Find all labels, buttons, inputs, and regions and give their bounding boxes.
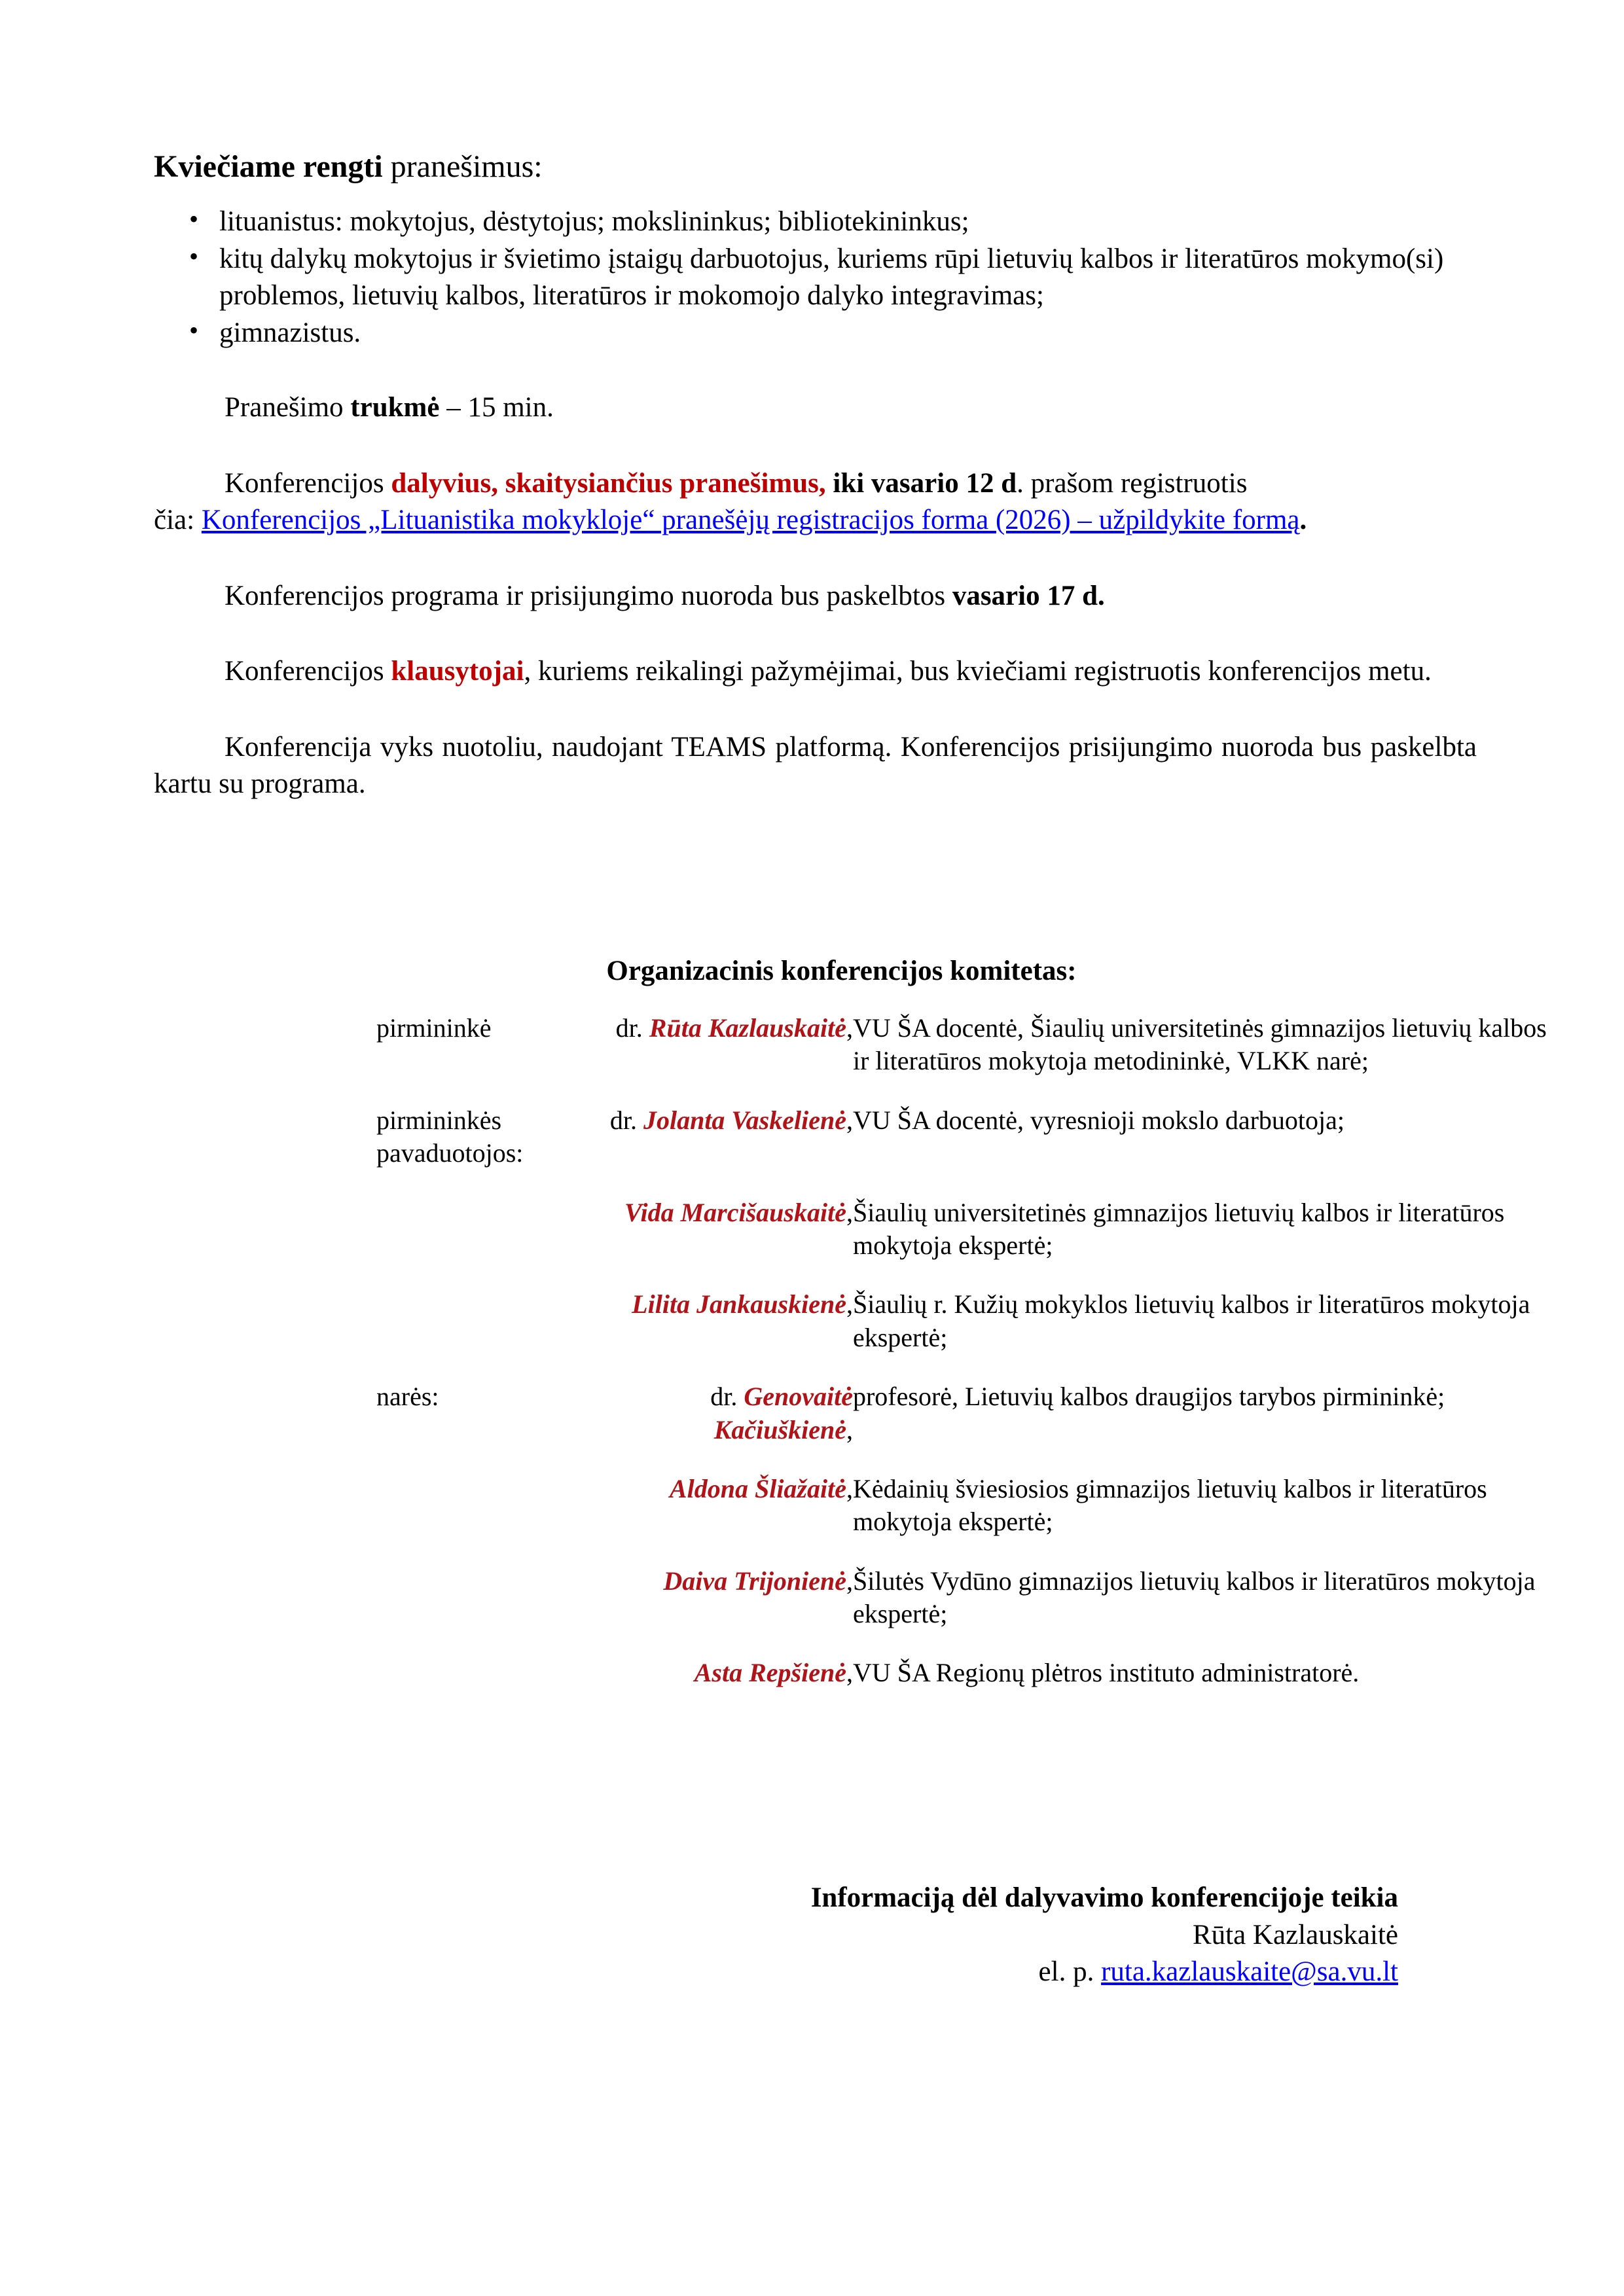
section-gap: [154, 802, 1477, 953]
committee-role: [376, 1288, 575, 1380]
committee-name-cell: [575, 1565, 853, 1657]
page-title-rest: pranešimus:: [382, 149, 543, 184]
spacer: [154, 353, 1477, 389]
spacer: [154, 426, 1477, 465]
committee-name-prefix: dr.: [609, 1105, 643, 1135]
committee-name-cell: [575, 1288, 853, 1380]
list-item-label: gimnazistus.: [219, 317, 361, 349]
committee-name-prefix: dr.: [710, 1382, 744, 1412]
contact-email-link[interactable]: ruta.kazlauskaite@sa.vu.lt: [1101, 1956, 1398, 1988]
committee-table: [376, 1012, 1568, 1716]
spacer: [154, 539, 1477, 578]
committee-name-comma: ,: [846, 1414, 853, 1444]
committee-name-cell: [575, 1104, 853, 1196]
committee-member-name: Genovaitė Kačiuškienė: [713, 1382, 853, 1444]
registration-link-suffix: .: [1299, 504, 1307, 535]
committee-name-comma: ,: [846, 1105, 853, 1135]
table-row: [376, 1012, 1568, 1104]
committee-name-cell: [575, 1012, 853, 1104]
footer-email-line: [154, 1954, 1398, 1991]
listeners-paragraph: [154, 653, 1477, 690]
footer-gap: [154, 1716, 1477, 1880]
registration-prefix: Konferencijos: [225, 467, 391, 499]
registration-deadline: iki vasario 12 d: [825, 467, 1017, 499]
audience-list: [154, 204, 1477, 351]
committee-description: profesorė, Lietuvių kalbos draugijos tarybos pirmininkė;: [852, 1382, 1445, 1412]
listeners-highlight: klausytojai: [391, 656, 524, 687]
registration-link-paragraph: [154, 502, 1477, 539]
committee-name-cell: [575, 1657, 853, 1715]
list-item: [219, 204, 1477, 240]
committee-role: pirmininkės pavaduotojos:: [376, 1105, 524, 1168]
committee-name-cell: [575, 1196, 853, 1289]
committee-name-cell: [575, 1380, 853, 1473]
committee-description: VU ŠA docentė, vyresnioji mokslo darbuotoja;: [852, 1105, 1344, 1135]
committee-title: Organizacinis konferencijos komitetas:: [606, 956, 1077, 987]
committee-description: Kėdainių šviesiosios gimnazijos lietuvių kalbos ir literatūros mokytoja ekspertė;: [852, 1473, 1487, 1537]
committee-name-comma: ,: [846, 1658, 853, 1688]
committee-member-name: Daiva Trijonienė: [663, 1566, 846, 1596]
committee-name-prefix: dr.: [615, 1013, 649, 1043]
table-row: [376, 1473, 1568, 1565]
committee-name-cell: [575, 1473, 853, 1565]
program-date: vasario 17 d.: [952, 580, 1105, 611]
table-row: [376, 1288, 1568, 1380]
committee-role: [376, 1196, 575, 1289]
listeners-prefix: Konferencijos: [225, 656, 391, 687]
program-announcement: [154, 578, 1477, 615]
committee-name-comma: ,: [846, 1013, 853, 1043]
committee-member-name: Vida Marcišauskaitė: [624, 1197, 846, 1227]
committee-name-comma: ,: [846, 1197, 853, 1227]
program-prefix: Konferencijos programa ir prisijungimo nuoroda bus paskelbtos: [225, 580, 952, 611]
duration-prefix: Pranešimo: [225, 391, 351, 423]
registration-suffix: . prašom registruotis: [1017, 467, 1248, 499]
duration-suffix: – 15 min.: [439, 391, 554, 423]
table-row: [376, 1380, 1568, 1473]
list-item-label: lituanistus: mokytojus, dėstytojus; mokslininkus; bibliotekininkus;: [219, 206, 969, 237]
table-row: [376, 1104, 1568, 1196]
listeners-suffix: , kuriems reikalingi pažymėjimai, bus kviečiami registruotis konferencijos metu.: [524, 656, 1432, 687]
document-body: [154, 147, 1547, 1991]
spacer: [154, 690, 1477, 729]
committee-name-comma: ,: [846, 1566, 853, 1596]
committee-member-name: Asta Repšienė: [694, 1658, 846, 1688]
registration-form-link[interactable]: Konferencijos „Lituanistika mokykloje“ pranešėjų registracijos forma (2026) – užpildykite formą: [201, 504, 1300, 535]
committee-role: narės:: [376, 1382, 439, 1412]
committee-description: Šilutės Vydūno gimnazijos lietuvių kalbos ir literatūros mokytoja ekspertė;: [852, 1566, 1536, 1629]
committee-description: Šiaulių universitetinės gimnazijos lietuvių kalbos ir literatūros mokytoja ekspertė;: [852, 1197, 1505, 1260]
committee-member-name: Jolanta Vaskelienė: [643, 1105, 846, 1135]
list-item-label: kitų dalykų mokytojus ir švietimo įstaigų darbuotojus, kuriems rūpi lietuvių kalbos ir literatūros mokymo(si) problemos, lietuvių kalbos, literatūros ir mokomojo dalyko integravimas;: [219, 243, 1444, 311]
table-row: [376, 1565, 1568, 1657]
table-row: [376, 1196, 1568, 1289]
duration-bold: trukmė: [350, 391, 440, 423]
registration-paragraph: [154, 465, 1477, 502]
committee-role: [376, 1473, 575, 1565]
committee-role: pirmininkė: [376, 1013, 492, 1043]
registration-highlight: dalyvius, skaitysiančius pranešimus,: [391, 467, 826, 499]
committee-member-name: Aldona Šliažaitė: [669, 1473, 846, 1503]
footer-email-prefix: el. p.: [1038, 1956, 1102, 1988]
table-row: [376, 1657, 1568, 1715]
page-title: [154, 147, 1477, 187]
committee-role: [376, 1657, 575, 1715]
registration-link-prefix: čia:: [154, 504, 202, 535]
committee-member-name: Rūta Kazlauskaitė: [649, 1013, 846, 1043]
committee-role: [376, 1565, 575, 1657]
presentation-duration: [154, 389, 1477, 426]
committee-name-comma: ,: [846, 1473, 853, 1503]
footer-title: Informaciją dėl dalyvavimo konferencijoje teikia: [810, 1882, 1398, 1913]
spacer: [154, 614, 1477, 653]
footer-contact: [154, 1880, 1477, 1991]
committee-description: Šiaulių r. Kužių mokyklos lietuvių kalbos ir literatūros mokytoja ekspertė;: [852, 1289, 1530, 1352]
list-item: [219, 315, 1477, 351]
footer-person: Rūta Kazlauskaitė: [1192, 1919, 1398, 1950]
list-item: [219, 241, 1477, 314]
committee-name-comma: ,: [846, 1289, 853, 1319]
platform-paragraph: Konferencija vyks nuotoliu, naudojant TEAMS platformą. Konferencijos prisijungimo nuoroda bus paskelbta kartu su programa.: [154, 732, 1477, 800]
page-title-bold: Kviečiame rengti: [154, 149, 383, 184]
committee-member-name: Lilita Jankauskienė: [632, 1289, 846, 1319]
committee-description: VU ŠA docentė, Šiaulių universitetinės gimnazijos lietuvių kalbos ir literatūros mokytoja metodininkė, VLKK narė;: [852, 1013, 1547, 1076]
committee-description: VU ŠA Regionų plėtros instituto administratorė.: [852, 1658, 1360, 1688]
